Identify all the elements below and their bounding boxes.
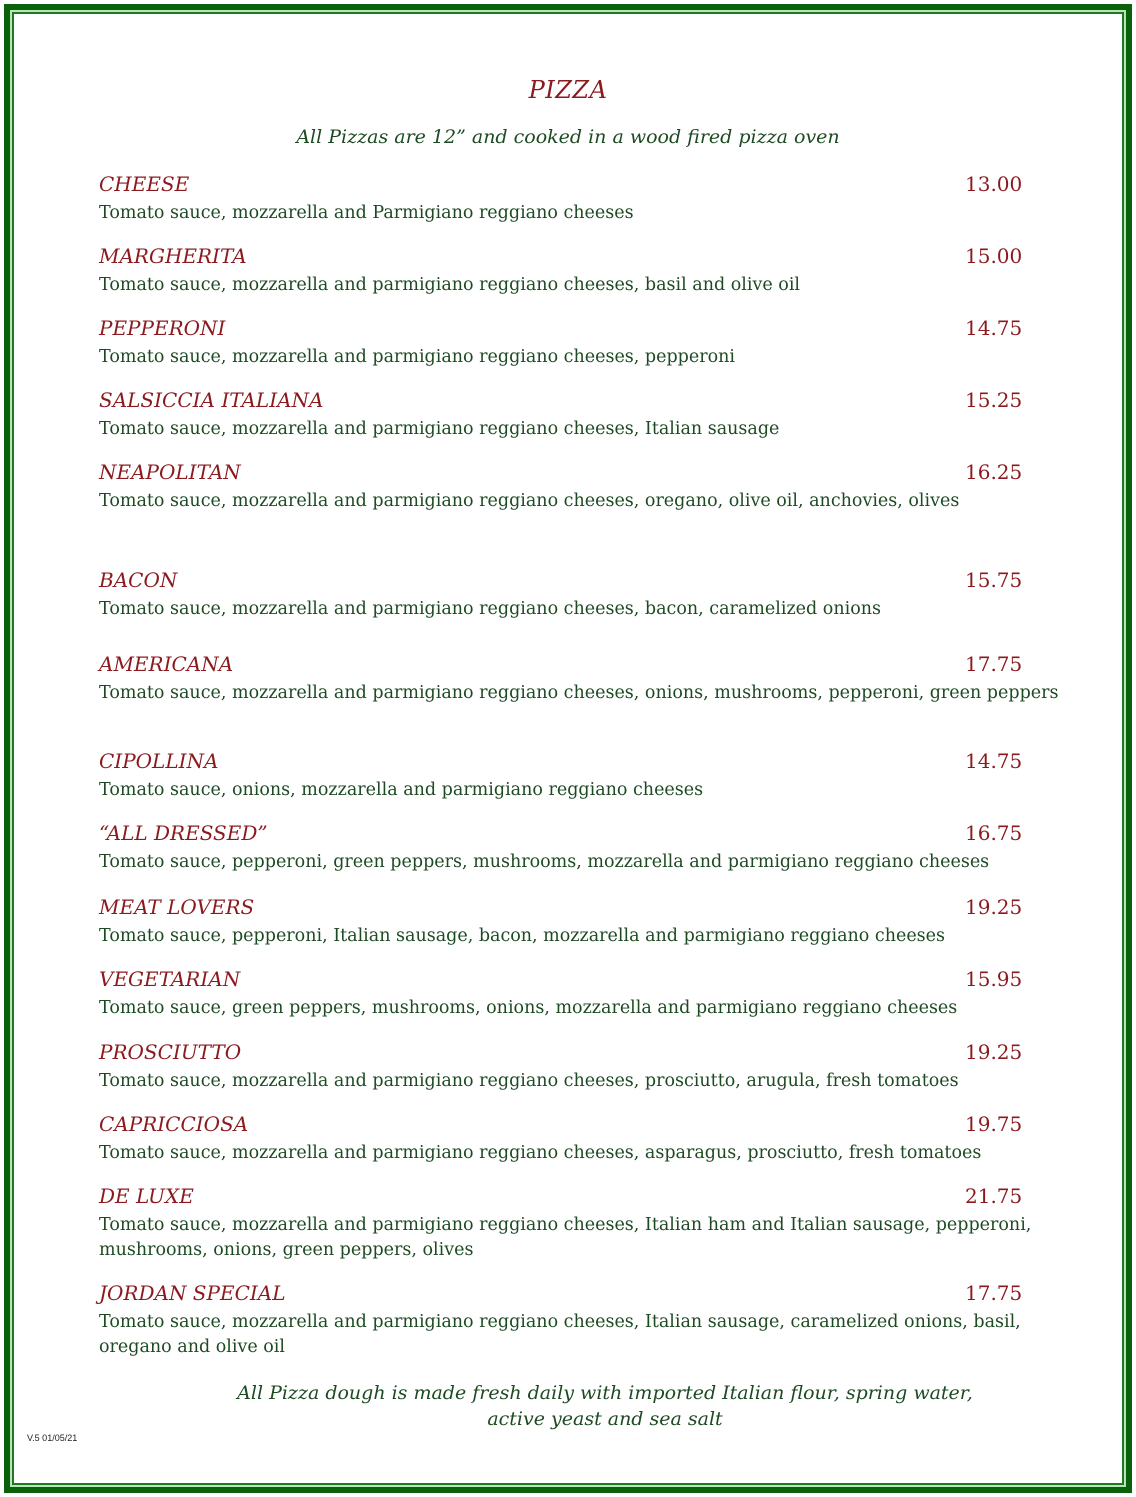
item-name: DE LUXE <box>99 1184 194 1208</box>
item-price: 15.00 <box>965 244 1023 268</box>
item-description: Tomato sauce, pepperoni, Italian sausage, bacon, mozzarella and parmigiano reggiano cheeses <box>99 926 945 946</box>
footer-note <box>180 1380 1030 1432</box>
item-description: Tomato sauce, mozzarella and parmigiano reggiano cheeses, prosciutto, arugula, fresh tomatoes <box>99 1071 959 1091</box>
item-price: 16.75 <box>965 821 1023 845</box>
item-description: Tomato sauce, mozzarella and parmigiano reggiano cheeses, Italian sausage, caramelized onions, basil, oregano and olive oil <box>99 1312 1021 1357</box>
item-price: 19.75 <box>965 1112 1023 1136</box>
item-name: JORDAN SPECIAL <box>99 1281 286 1305</box>
menu-subtitle: All Pizzas are 12” and cooked in a wood fired pizza oven <box>296 126 840 148</box>
item-name: CHEESE <box>99 172 190 196</box>
version-label: V.5 01/05/21 <box>27 1433 78 1443</box>
item-price: 15.95 <box>965 967 1023 991</box>
item-price: 19.25 <box>965 1040 1023 1064</box>
item-description: Tomato sauce, mozzarella and parmigiano reggiano cheeses, oregano, olive oil, anchovies, olives <box>99 491 960 511</box>
footer-line-2: active yeast and sea salt <box>487 1408 723 1430</box>
item-description: Tomato sauce, mozzarella and parmigiano reggiano cheeses, bacon, caramelized onions <box>99 599 881 619</box>
item-description: Tomato sauce, mozzarella and parmigiano reggiano cheeses, pepperoni <box>99 347 735 367</box>
item-name: BACON <box>99 568 178 592</box>
item-price: 17.75 <box>965 652 1023 676</box>
item-name: NEAPOLITAN <box>99 460 241 484</box>
item-price: 14.75 <box>965 749 1023 773</box>
item-name: PEPPERONI <box>99 316 226 340</box>
item-price: 17.75 <box>965 1281 1023 1305</box>
item-description: Tomato sauce, onions, mozzarella and parmigiano reggiano cheeses <box>99 780 704 800</box>
item-price: 13.00 <box>965 172 1023 196</box>
item-description: Tomato sauce, mozzarella and parmigiano reggiano cheeses, Italian sausage <box>99 419 780 439</box>
item-price: 21.75 <box>965 1184 1023 1208</box>
item-name: MARGHERITA <box>99 244 247 268</box>
item-name: CAPRICCIOSA <box>99 1112 249 1136</box>
item-description: Tomato sauce, mozzarella and parmigiano reggiano cheeses, asparagus, prosciutto, fresh tomatoes <box>99 1143 982 1163</box>
item-name: PROSCIUTTO <box>99 1040 242 1064</box>
item-price: 15.25 <box>965 388 1023 412</box>
item-price: 15.75 <box>965 568 1023 592</box>
item-name: VEGETARIAN <box>99 967 241 991</box>
item-name: MEAT LOVERS <box>99 895 255 919</box>
item-description: Tomato sauce, pepperoni, green peppers, mushrooms, mozzarella and parmigiano reggiano cheeses <box>99 852 990 872</box>
item-price: 19.25 <box>965 895 1023 919</box>
item-name: AMERICANA <box>99 652 234 676</box>
item-description: Tomato sauce, green peppers, mushrooms, onions, mozzarella and parmigiano reggiano cheeses <box>99 998 958 1018</box>
item-price: 14.75 <box>965 316 1023 340</box>
item-name: SALSICCIA ITALIANA <box>99 388 324 412</box>
item-price: 16.25 <box>965 460 1023 484</box>
menu-title: PIZZA <box>528 76 608 104</box>
footer-line-1: All Pizza dough is made fresh daily with imported Italian flour, spring water, <box>237 1382 973 1404</box>
item-description: Tomato sauce, mozzarella and parmigiano reggiano cheeses, basil and olive oil <box>99 275 801 295</box>
item-description: Tomato sauce, mozzarella and parmigiano reggiano cheeses, Italian ham and Italian sausage, pepperoni, mushrooms, onions, green peppers, olives <box>99 1215 1032 1260</box>
item-name: “ALL DRESSED” <box>99 821 268 845</box>
item-description: Tomato sauce, mozzarella and Parmigiano reggiano cheeses <box>99 203 634 223</box>
item-name: CIPOLLINA <box>99 749 219 773</box>
item-description: Tomato sauce, mozzarella and parmigiano reggiano cheeses, onions, mushrooms, pepperoni, green peppers <box>99 683 1059 703</box>
